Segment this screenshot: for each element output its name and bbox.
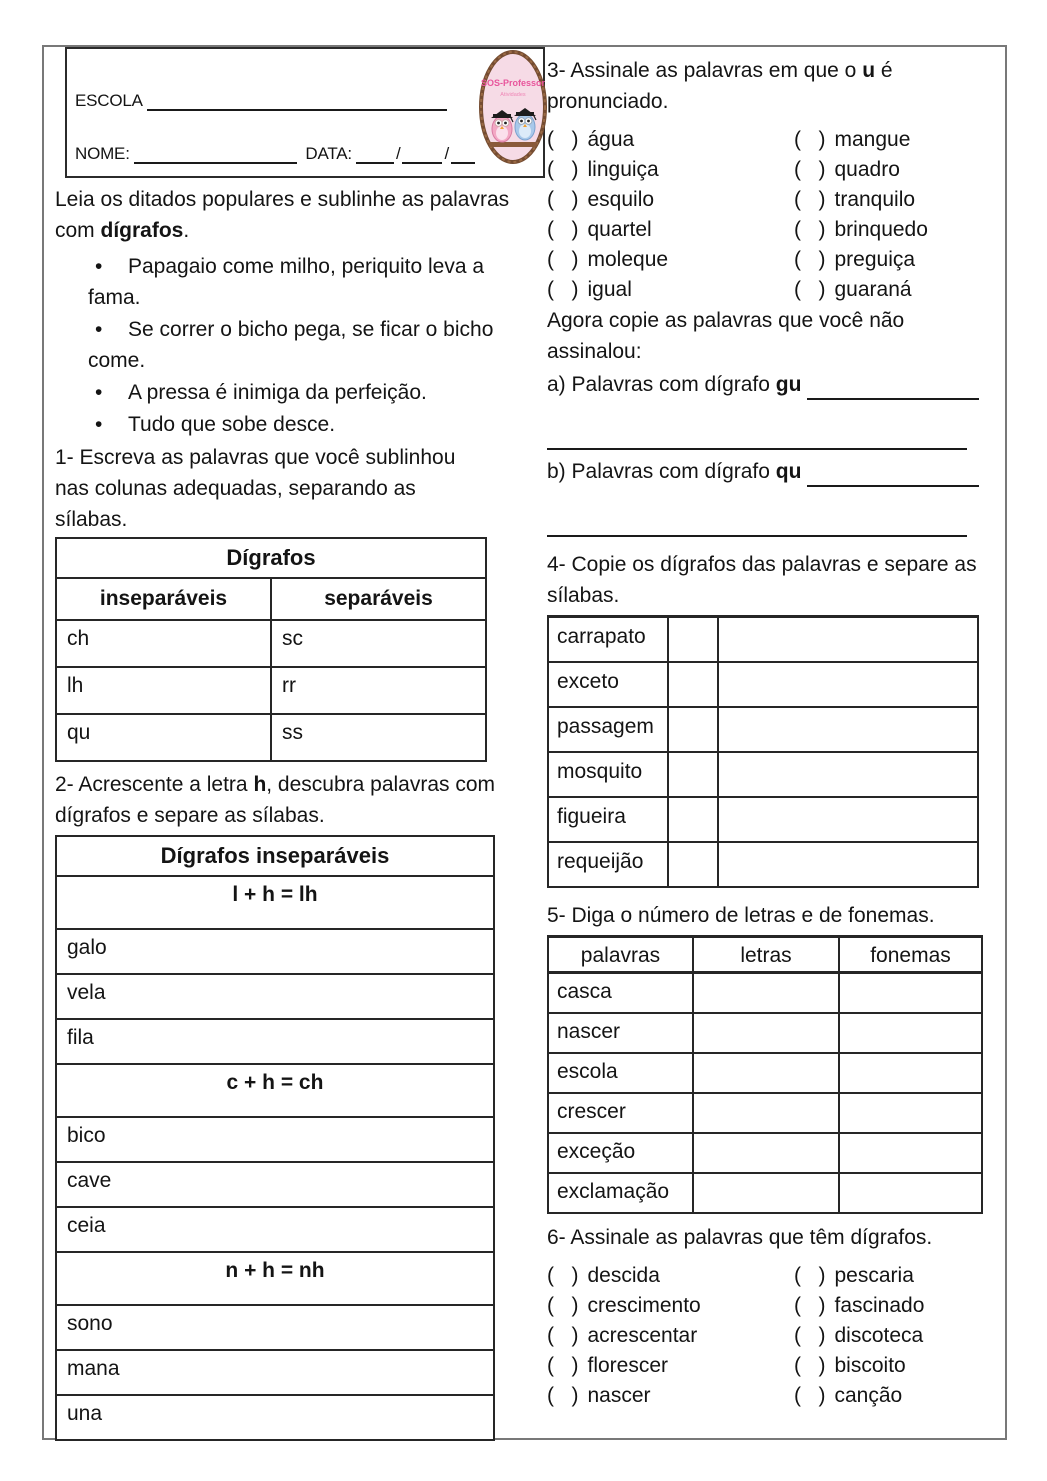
checkbox-word: quartel [587,218,652,241]
checkbox-word: fascinado [834,1294,925,1317]
empty-cell [718,842,978,887]
checkbox-word: preguiça [834,248,916,271]
saying-text: Tudo que sobe desce. [128,413,336,436]
column-header: palavras [548,937,693,973]
word-cell: exceção [548,1133,693,1173]
checkbox-parens: ( ) [794,218,826,241]
checkbox-item [547,185,794,215]
empty-cell [693,1013,839,1053]
date-slash: / [395,144,401,163]
word-cell: crescer [548,1093,693,1133]
checkbox-parens: ( ) [547,248,579,271]
checkbox-item [547,1351,794,1381]
exercise1-title: 1- Escreva as palavras que você sublinhou nas colunas adequadas, separando as sílabas. [55,446,456,531]
bullet-icon: • [95,413,103,436]
item-a-label: a) Palavras com dígrafo [547,373,776,396]
checkbox-word: moleque [587,248,669,271]
bullet-icon: • [95,318,103,341]
table-row [548,797,978,842]
exercise5-title: 5- Diga o número de letras e de fonemas. [547,904,935,927]
checkbox-item [794,245,993,275]
word-cell: ceia [56,1207,494,1252]
pink-owl-icon [491,110,513,142]
checkbox-parens: ( ) [547,278,579,301]
table-row [56,714,486,761]
word-cell: exceto [548,662,668,707]
table-cell: sc [271,620,486,667]
checkbox-word: guaraná [834,278,912,301]
checkbox-word: descida [587,1264,660,1287]
checkbox-item [794,1381,993,1411]
exercise3-checkbox-grid [547,125,993,305]
table-row [548,707,978,752]
checkbox-word: mangue [834,128,911,151]
empty-cell [839,973,982,1014]
checkbox-parens: ( ) [794,1354,826,1377]
checkbox-parens: ( ) [794,188,826,211]
empty-cell [693,1093,839,1133]
date-slash: / [444,144,449,163]
word-cell: bico [56,1117,494,1162]
empty-cell [839,1093,982,1133]
table-row [548,973,982,1014]
exercise2-title [55,769,500,831]
word-cell: fila [56,1019,494,1064]
checkbox-parens: ( ) [547,218,579,241]
word-cell: mosquito [548,752,668,797]
table-row [548,1133,982,1173]
checkbox-item [794,1291,993,1321]
checkbox-word: pescaria [834,1264,914,1287]
empty-cell [839,1013,982,1053]
word-cell: exclamação [548,1173,693,1213]
saying-text: A pressa é inimiga da perfeição. [128,381,427,404]
checkbox-item [794,1261,993,1291]
exercise2-bold-word: h [253,773,267,796]
empty-cell [693,1173,839,1213]
exercise6-title: 6- Assinale as palavras que têm dígrafos. [547,1226,933,1249]
answer-line [547,400,967,450]
sayings-list [55,251,523,440]
exercise3-bold-word: u [862,59,876,82]
checkbox-word: florescer [587,1354,669,1377]
table-cell: lh [56,667,271,714]
checkbox-item [794,185,993,215]
bullet-icon: • [95,255,103,278]
table-row [548,1093,982,1133]
checkbox-parens: ( ) [547,158,579,181]
table-row [56,667,486,714]
item-b-label: b) Palavras com dígrafo [547,460,776,483]
formula-row: n + h = nh [56,1252,494,1305]
exercise2-title-start: 2- Acrescente a letra [55,773,254,796]
word-cell: passagem [548,707,668,752]
table-row [548,1013,982,1053]
word-cell: mana [56,1350,494,1395]
empty-cell [668,752,718,797]
checkbox-word: canção [834,1384,903,1407]
empty-cell [718,752,978,797]
word-cell: figueira [548,797,668,842]
word-cell: una [56,1395,494,1440]
empty-cell [668,797,718,842]
checkbox-word: água [587,128,635,151]
checkbox-item [547,275,794,305]
escola-row [75,89,447,111]
exercise4-title: 4- Copie os dígrafos das palavras e separe as sílabas. [547,553,977,607]
checkbox-word: linguiça [587,158,659,181]
left-column [55,184,523,1441]
table-cell: ch [56,620,271,667]
table-cell: rr [271,667,486,714]
intro-text [55,184,515,246]
checkbox-parens: ( ) [794,278,826,301]
checkbox-word: brinquedo [834,218,928,241]
item-a-text [547,369,801,400]
column-header: letras [693,937,839,973]
intro-text-start: Leia os ditados populares e sublinhe as palavras com [55,188,510,242]
checkbox-parens: ( ) [794,128,826,151]
checkbox-item [547,1321,794,1351]
checkbox-parens: ( ) [547,1354,579,1377]
bullet-icon: • [95,381,103,404]
empty-cell [718,707,978,752]
checkbox-item [547,125,794,155]
word-cell: escola [548,1053,693,1093]
data-label: DATA: [305,144,352,163]
table-cell: qu [56,714,271,761]
empty-cell [693,1053,839,1093]
checkbox-word: tranquilo [834,188,916,211]
item-a-digraph: gu [775,373,802,396]
exercise3-title [547,55,993,117]
checkbox-parens: ( ) [794,1264,826,1287]
logo-title: SOS-Professor [480,78,546,88]
item-b-row [547,456,993,487]
word-cell: nascer [548,1013,693,1053]
empty-cell [668,707,718,752]
checkbox-item [794,1321,993,1351]
checkbox-parens: ( ) [794,158,826,181]
exercise3-title-end: é pronunciado. [547,59,893,113]
checkbox-item [794,215,993,245]
checkbox-item [547,215,794,245]
checkbox-item [794,1351,993,1381]
table-header-row [548,937,982,973]
empty-cell [839,1053,982,1093]
formula-row: l + h = lh [56,876,494,929]
copy-prompt: Agora copie as palavras que você não assinalou: [547,309,905,363]
checkbox-item [794,275,993,305]
checkbox-item [794,155,993,185]
exercise5-table [547,935,983,1214]
empty-cell [693,973,839,1014]
empty-cell [668,662,718,707]
checkbox-word: igual [587,278,632,301]
checkbox-parens: ( ) [794,1324,826,1347]
checkbox-word: nascer [587,1384,651,1407]
table-title: Dígrafos [56,538,486,578]
checkbox-word: discoteca [834,1324,924,1347]
column-header: fonemas [839,937,982,973]
empty-cell [668,842,718,887]
checkbox-word: quadro [834,158,900,181]
word-cell: sono [56,1305,494,1350]
table-row [548,842,978,887]
checkbox-item [547,1291,794,1321]
word-cell: galo [56,929,494,974]
table-row [548,752,978,797]
checkbox-parens: ( ) [794,1294,826,1317]
checkbox-word: acrescentar [587,1324,698,1347]
saying-text: Papagaio come milho, periquito leva a fama. [88,255,485,309]
word-cell: vela [56,974,494,1019]
date-day-line [356,142,394,164]
exercise2-title-end: , descubra palavras com dígrafos e separe as sílabas. [55,773,496,827]
checkbox-parens: ( ) [547,1324,579,1347]
answer-line [807,461,979,487]
table-row [548,662,978,707]
word-cell: requeijão [548,842,668,887]
checkbox-parens: ( ) [547,188,579,211]
header-box [65,47,545,178]
sos-professor-logo-icon [479,50,547,164]
checkbox-parens: ( ) [547,1384,579,1407]
empty-cell [839,1173,982,1213]
blue-owl-icon [514,108,536,140]
answer-line [807,374,979,400]
nome-answer-line [134,142,298,164]
column-header: separáveis [271,578,486,620]
word-cell: carrapato [548,617,668,663]
table-row [56,620,486,667]
formula-row: c + h = ch [56,1064,494,1117]
logo-subtitle: Atividades [500,92,526,98]
exercise3-title-start: 3- Assinale as palavras em que o [547,59,863,82]
checkbox-item [547,1261,794,1291]
list-item [55,251,498,313]
branch-shape [489,142,537,147]
item-b-digraph: qu [775,460,802,483]
checkbox-parens: ( ) [547,128,579,151]
list-item [55,314,498,376]
exercise4-table [547,615,979,888]
checkbox-parens: ( ) [547,1294,579,1317]
exercise6-checkbox-grid [547,1261,993,1411]
nome-label: NOME: [75,144,130,163]
checkbox-item [547,155,794,185]
intro-bold-word: dígrafos [100,219,184,242]
checkbox-word: biscoito [834,1354,906,1377]
date-month-line [402,142,442,164]
table-title: Dígrafos inseparáveis [56,836,494,876]
nome-data-row [75,142,475,164]
item-b-text [547,456,801,487]
list-item [55,409,498,440]
table-row [548,617,978,663]
intro-text-end: . [183,219,190,242]
word-cell: casca [548,973,693,1014]
empty-cell [693,1133,839,1173]
table-cell: ss [271,714,486,761]
empty-cell [668,617,718,663]
item-a-row [547,369,993,400]
list-item [55,377,498,408]
answer-line [547,487,967,537]
empty-cell [718,662,978,707]
checkbox-word: esquilo [587,188,655,211]
digrafos-inseparaveis-table [55,835,495,1441]
escola-answer-line [147,89,447,111]
saying-text: Se correr o bicho pega, se ficar o bicho come. [88,318,494,372]
checkbox-item [547,245,794,275]
date-year-line [451,142,475,164]
checkbox-item [547,1381,794,1411]
checkbox-parens: ( ) [794,1384,826,1407]
digrafos-table [55,537,487,762]
table-row [548,1053,982,1093]
column-header: inseparáveis [56,578,271,620]
word-cell: cave [56,1162,494,1207]
checkbox-parens: ( ) [547,1264,579,1287]
sos-professor-logo [479,50,547,169]
checkbox-parens: ( ) [794,248,826,271]
checkbox-word: crescimento [587,1294,701,1317]
empty-cell [718,797,978,842]
right-column [547,55,993,1411]
checkbox-item [794,125,993,155]
table-row [548,1173,982,1213]
escola-label: ESCOLA [75,91,143,110]
empty-cell [839,1133,982,1173]
empty-cell [718,617,978,663]
